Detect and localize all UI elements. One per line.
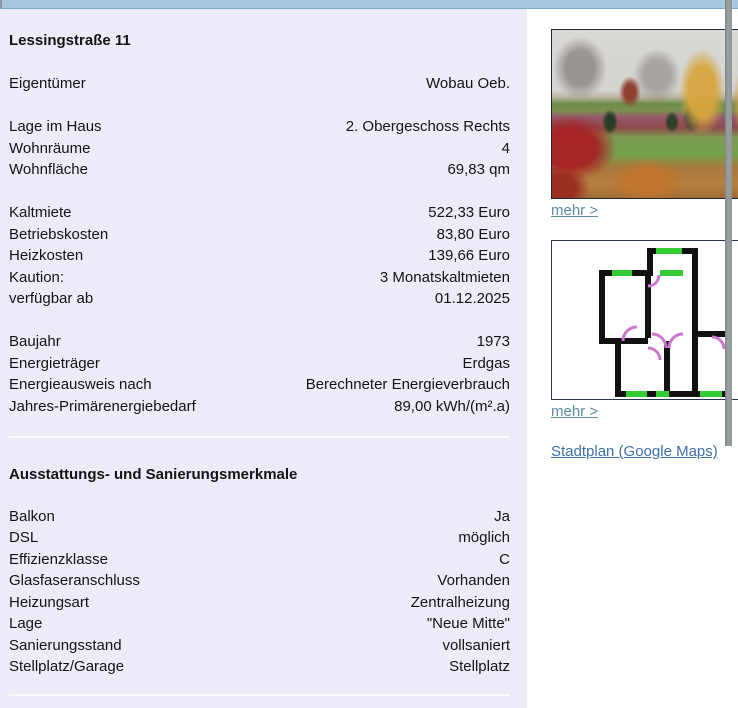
detail-row-area bbox=[9, 159, 510, 181]
detail-row-rooms bbox=[9, 138, 510, 160]
detail-value: 89,00 kWh/(m².a) bbox=[394, 397, 510, 415]
property-details-panel bbox=[0, 9, 527, 708]
feature-row-balcony bbox=[9, 506, 510, 528]
feature-row-location bbox=[9, 613, 510, 635]
vertical-scrollbar[interactable] bbox=[725, 0, 732, 446]
detail-value: 01.12.2025 bbox=[434, 290, 510, 307]
feature-label: Heizungsart bbox=[9, 593, 90, 611]
feature-value: Stellplatz bbox=[449, 658, 510, 675]
feature-label: Glasfaseranschluss bbox=[9, 572, 140, 589]
detail-label: Energieträger bbox=[9, 354, 100, 372]
feature-value: Zentralheizung bbox=[410, 593, 510, 611]
detail-row-rent bbox=[9, 202, 510, 224]
detail-value: 69,83 qm bbox=[447, 161, 510, 178]
floorplan-thumbnail[interactable] bbox=[551, 240, 738, 400]
feature-row-parking bbox=[9, 656, 510, 678]
detail-row-year bbox=[9, 331, 510, 353]
detail-row-available bbox=[9, 288, 510, 310]
detail-value: Berechneter Energieverbrauch bbox=[305, 376, 510, 393]
feature-label: Effizienzklasse bbox=[9, 550, 108, 568]
feature-value: Vorhanden bbox=[437, 572, 510, 589]
section-divider bbox=[9, 436, 510, 438]
detail-label: Lage im Haus bbox=[9, 118, 102, 135]
top-border-strip bbox=[0, 0, 738, 9]
page-title: Lessingstraße 11 bbox=[9, 32, 131, 49]
feature-value: möglich bbox=[458, 529, 510, 546]
detail-row-position bbox=[9, 116, 510, 138]
feature-value: C bbox=[499, 550, 510, 568]
feature-label: Sanierungsstand bbox=[9, 636, 122, 654]
detail-row-heating-costs bbox=[9, 245, 510, 267]
detail-label: Wohnräume bbox=[9, 139, 91, 157]
photo-more-link[interactable]: mehr > bbox=[551, 202, 599, 219]
feature-row-dsl bbox=[9, 527, 510, 549]
property-photo-thumbnail[interactable] bbox=[551, 29, 738, 199]
detail-value: 83,80 Euro bbox=[436, 225, 510, 243]
detail-value: 522,33 Euro bbox=[428, 204, 510, 221]
detail-value: 3 Monatskaltmieten bbox=[379, 268, 510, 286]
detail-label: Kaution: bbox=[9, 268, 65, 286]
stadtplan-google-maps-link[interactable]: Stadtplan (Google Maps) bbox=[551, 443, 718, 460]
detail-label: Betriebskosten bbox=[9, 225, 109, 243]
feature-value: Ja bbox=[494, 507, 510, 525]
detail-value: 1973 bbox=[476, 333, 510, 350]
detail-row-primary-energy bbox=[9, 396, 510, 418]
feature-row-renovation bbox=[9, 635, 510, 657]
detail-value: Wobau Oeb. bbox=[426, 75, 510, 92]
feature-label: Stellplatz/Garage bbox=[9, 658, 125, 675]
detail-value: 4 bbox=[501, 139, 510, 157]
feature-row-fiber bbox=[9, 570, 510, 592]
detail-label: Energieausweis nach bbox=[9, 376, 152, 393]
detail-label: Wohnfläche bbox=[9, 161, 88, 178]
detail-row-owner bbox=[9, 73, 510, 95]
detail-row-energy-certificate bbox=[9, 374, 510, 396]
feature-label: Balkon bbox=[9, 507, 55, 525]
detail-row-operating-costs bbox=[9, 224, 510, 246]
detail-value: 2. Obergeschoss Rechts bbox=[345, 118, 510, 135]
detail-label: Kaltmiete bbox=[9, 204, 72, 221]
feature-row-heating-type bbox=[9, 592, 510, 614]
floorplan-drawing bbox=[552, 241, 738, 397]
feature-label: Lage bbox=[9, 615, 43, 632]
detail-label: Jahres-Primärenergiebedarf bbox=[9, 397, 196, 415]
feature-value: vollsaniert bbox=[442, 636, 510, 654]
feature-label: DSL bbox=[9, 529, 39, 546]
detail-label: verfügbar ab bbox=[9, 290, 94, 307]
features-heading: Ausstattungs- und Sanierungsmerkmale bbox=[9, 466, 298, 483]
detail-label: Eigentümer bbox=[9, 75, 86, 92]
feature-row-efficiency bbox=[9, 549, 510, 571]
floorplan-more-link[interactable]: mehr > bbox=[551, 403, 599, 420]
detail-value: 139,66 Euro bbox=[428, 247, 510, 264]
feature-value: "Neue Mitte" bbox=[426, 615, 510, 632]
section-divider bbox=[9, 694, 510, 696]
detail-row-energy-source bbox=[9, 353, 510, 375]
detail-label: Heizkosten bbox=[9, 247, 84, 264]
detail-label: Baujahr bbox=[9, 333, 61, 350]
detail-row-deposit bbox=[9, 267, 510, 289]
detail-value: Erdgas bbox=[462, 354, 510, 372]
